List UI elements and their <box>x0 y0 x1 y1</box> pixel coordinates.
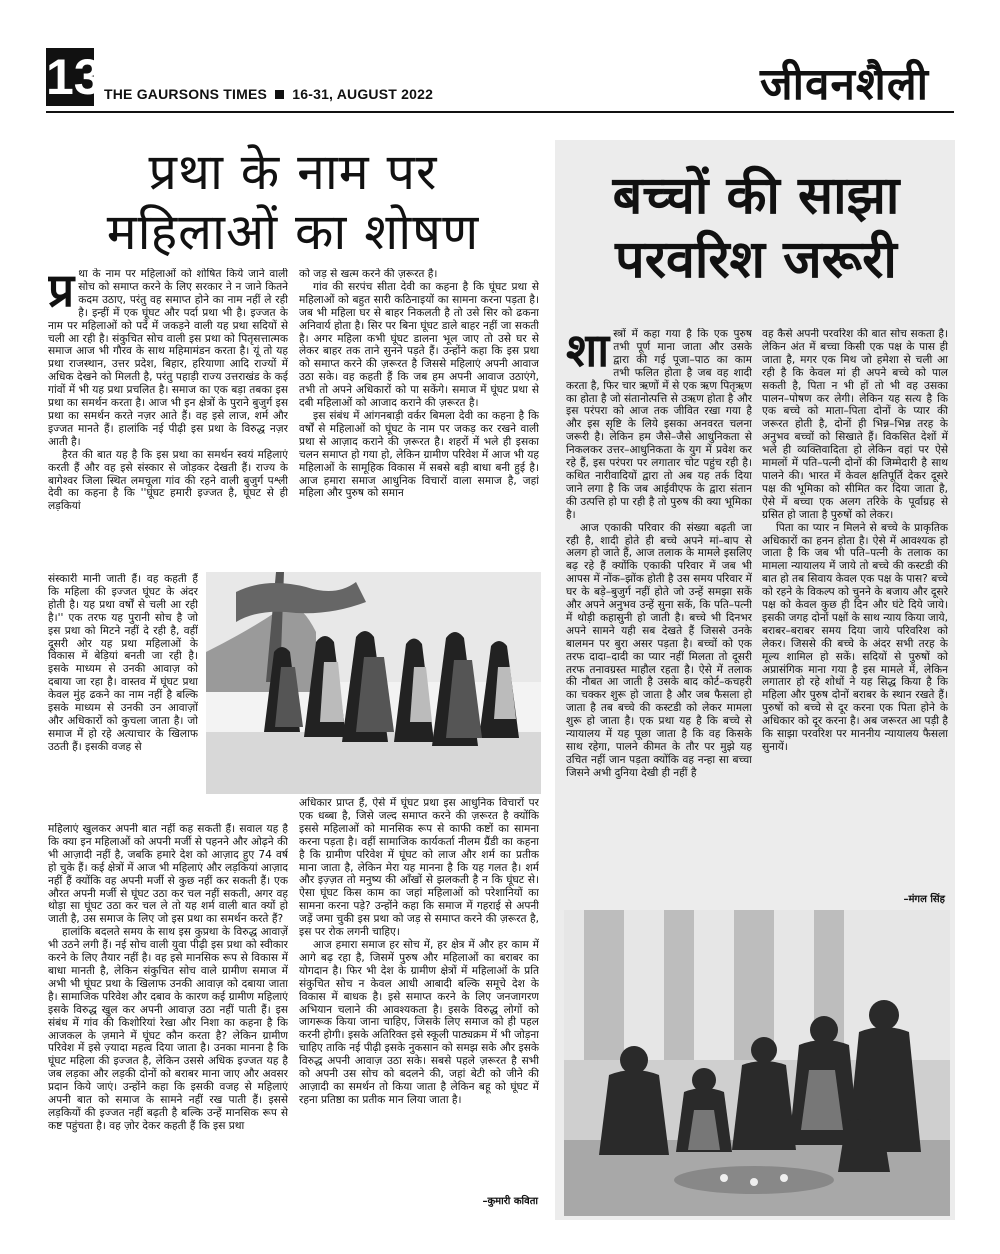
right-article-byline: –मंगल सिंह <box>903 894 945 905</box>
publication-name: THE GAURSONS TIMES <box>104 86 268 102</box>
left-article-byline: –कुमारी कविता <box>482 1196 538 1207</box>
headline-line-1: प्रथा के नाम पर <box>148 143 438 201</box>
paragraph: वह कैसे अपनी परवरिश की बात सोच सकता है। लेकिन अंत में बच्चा किसी एक पक्ष के पास ही जाता है, मगर एक मिथ जो हमेशा से चली आ रही है कि केवल मां ही अपने बच्चे को पाल सकती है, पिता न भी हों तो भी वह उसका पालन–पोषण कर लेगी। लेकिन यह सत्य है कि एक बच्चे को माता–पिता दोनों के प्यार की जरूरत होती है, दोनों ही भिन्न–भिन्न तरह के अनुभव बच्चों को सिखाते हैं। विकसित देशों में भले ही व्यक्तिवादिता हो लेकिन वहां पर ऐसे मामलों में पति–पत्नी दोनों की जिम्मेदारी है साथ पालने की। भारत में केवल क्षतिपूर्ति देकर दूसरे पक्ष की भूमिका को सीमित कर दिया जाता है, ऐसे में बच्चा एक अलग तरिके के पूर्वाग्रह से ग्रसित हो जाता है पुरुषों को लेकर। <box>762 328 948 521</box>
drop-cap: शा <box>566 328 610 377</box>
issue-date: 16-31, AUGUST 2022 <box>292 86 434 102</box>
paragraph: इस संबंध में आंगनबाड़ी वर्कर बिमला देवी का कहना है कि वर्षों से महिलाओं को घूंघट के नाम पर जकड़ कर रखने वाली प्रथा से आज़ाद कराने की ज़रूरत है। शहरों में भले ही इसका चलन समाप्त हो गया हो, लेकिन ग्रामीण परिवेश में आज भी यह महिलाओं के सामूहिक विकास में सबसे बड़ी बाधा बनी हुई है। आज हमारा समाज आधुनिक विचारों वाला समाज है, जहां महिला और पुरुष को समान <box>299 409 539 500</box>
section-title: जीवनशैली <box>760 59 930 110</box>
page-number: 13 <box>46 49 102 105</box>
masthead <box>104 86 433 102</box>
left-article-column-1 <box>48 268 288 573</box>
paragraph: आज एकाकी परिवार की संख्या बढ़ती जा रही है, शादी होते ही बच्चे अपने मां–बाप से अलग हो जाते हैं, आज तलाक के मामले इसलिए बढ़ रहे हैं क्योंकि एकाकी परिवार में जब भी आपस में नोंक–झोंक होती है उस समय परिवार में घर के बड़े–बुजुर्ग नहीं होते जो उन्हें समझा सकें और अपने अनुभव उन्हें सुना सकें, कि पति–पत्नी में थोड़ी कहासुनी हो जाती है। बच्चे भी दिनभर अपने सामने यही सब देखते हैं जिससे उनके बालमन पर बुरा असर पड़ता है। बच्चों को एक तरफ दादा–दादी का प्यार नहीं मिलता तो दूसरी तरफ तनावग्रस्त माहौल रहता है। ऐसे में तलाक की नौबत आ जाती है उसके बाद कोर्ट–कचहरी का चक्कर शुरू हो जाता है और जब फैसला हो जाता है तब बच्चे की कस्टडी को लेकर मामला शुरू हो जाता है। एक प्रथा यह है कि बच्चे से न्यायालय में यह पूछा जाता है कि वह किसके साथ रहेगा, पालने कीमत के तौर पर मुझे यह उचित नहीं जान पड़ता क्योंकि वह नन्हा सा बच्चा जिसने अभी दुनिया देखी ही नहीं है <box>566 521 752 779</box>
header-rule <box>46 111 954 113</box>
paragraph: स्त्रों में कहा गया है कि एक पुरुष तभी पूर्ण माना जाता और उसके द्वारा की गई पूजा–पाठ का काम तभी फलित होता है जब वह शादी करता है, फिर चार ऋणों में से एक ऋण पितृऋण का होता है जो संतानोत्पत्ति से उऋण होता है और इस परंपरा को आज तक जीवित रखा गया है और इस सृष्टि के लिये इसका अनवरत चलना जरूरी है। लेकिन हम जैसे–जैसे आधुनिकता से निकलकर उत्तर–आधुनिकता के युग में प्रवेश कर रहे हैं, इस परंपरा पर लगातार चोट पहुंच रही है। कथित नारीवादियों द्वारा तो अब यह तर्क दिया जाने लगा है कि जब आईवीएफ के द्वारा संतान की उत्पत्ति हो पा रही है तो पुरुष की क्या भूमिका है। <box>566 328 752 521</box>
left-article-headline <box>48 142 538 262</box>
headline-line-2: परवरिश जरूरी <box>615 229 897 290</box>
right-article-column-1 <box>566 328 752 898</box>
women-in-ghoonghat-photo <box>206 572 541 794</box>
drop-cap: प्र <box>48 268 75 317</box>
paragraph: संस्कारी मानी जाती हैं। वह कहती हैं कि महिला की इज्जत घूंघट के अंदर होती है। यह प्रथा वर्षों से चली आ रही है।'' एक तरफ यह पुरानी सोच है जो इस प्रथा को मिटने नहीं दे रही है, वहीं दूसरी ओर यह प्रथा महिलाओं के विकास में बेड़ियां बनती जा रही है। इसके माध्यम से उनकी आवाज़ को दबाया जा रहा है। वास्तव में घूंघट प्रथा केवल मुंह ढकने का नाम नहीं है बल्कि इसके माध्यम से उनकी उन आवाज़ों और अधिकारों को कुचला जाता है। जो समाज में हो रहे अत्याचार के खिलाफ उठती हैं। इसकी वजह से <box>48 573 198 753</box>
left-article-column-1-wrap <box>48 573 198 823</box>
paragraph: गांव की सरपंच सीता देवी का कहना है कि घूंघट प्रथा से महिलाओं को बहुत सारी कठिनाइयों का सामना करना पड़ता है। जब भी महिला घर से बाहर निकलती है तो उसे सिर को ढकना अनिवार्य होता है। सिर पर बिना घूंघट डाले बाहर नहीं जा सकती है। अगर महिला कभी घूंघट डालना भूल जाए तो उसे घर से लेकर बाहर तक ताने सुनने पड़ते हैं। उन्होंने कहा कि इस प्रथा को समाप्त करने की ज़रूरत है जिससे महिलाएं अपनी आवाज उठा सके। वह कहती हैं कि जब हम अपनी आवाज उठाएंगे, तभी तो अपने अधिकारों को पा सकेंगे। समाज में घूंघट प्रथा से दबी महिलाओं को आजाद कराने की ज़रूरत है। <box>299 280 539 410</box>
paragraph: अधिकार प्राप्त हैं, ऐसे में घूंघट प्रथा इस आधुनिक विचारों पर एक धब्बा है, जिसे जल्द समाप्त करने की ज़रूरत है क्योंकि इससे महिलाओं को मानसिक रूप से काफी कष्टों का सामना करना पड़ता है। वहीं सामाजिक कार्यकर्ता नीलम ग्रैंडी का कहना है कि ग्रामीण परिवेश में घूंघट को लाज और शर्म का प्रतीक माना जाता है, लेकिन मेरा यह मानना है कि यह गलत है। शर्म और इज़्ज़त तो मनुष्य की आँखों से झलकती है न कि घूंघट से। ऐसा घूंघट किस काम का जहां महिलाओं को परेशानियों का सामना करना पड़े? उन्होंने कहा कि समाज में गहराई से अपनी जड़ें जमा चुकी इस प्रथा को जड़ से समाप्त करने की ज़रूरत है, इस पर रोक लगनी चाहिए। <box>299 797 539 939</box>
paragraph: पिता का प्यार न मिलने से बच्चे के प्राकृतिक अधिकारों का हनन होता है। ऐसे में आवश्यक हो जाता है कि जब भी पति–पत्नी के तलाक का मामला न्यायालय में जाये तो बच्चे की कस्टडी की बात हो तब सिवाय केवल एक पक्ष के पास? बच्चे को रहने के विकल्प को चुनने के बजाय और दूसरे पक्ष को केवल कुछ ही दिन और घंटे दिये जाये। इसकी जगह दोनों पक्षों के साथ न्याय किया जाये, बराबर–बराबर समय दिया जाये परिवरिश को लेकर। जिससे की बच्चे के अंदर सभी तरह के मूल्य शामिल हो सकें। सदियों से पुरुषों को अप्रासंगिक माना गया है इस मामले में, लेकिन लगातार हो रहे शोधों ने यह सिद्ध किया है कि महिला और पुरुष दोनों बराबर के स्थान रखते हैं। पुरुषों को बच्चे से दूर करना एक पिता होने के अधिकार को दूर करना है। अब जरूरत आ पड़ी है कि साझा परवरिश पर माननीय न्यायालय फैसला सुनायें। <box>762 521 948 753</box>
left-article-bottom-column-2 <box>299 797 539 1187</box>
family-gathering-photo <box>564 910 950 1216</box>
paragraph: महिलाएं खुलकर अपनी बात नहीं कह सकती हैं। सवाल यह है कि क्या इन महिलाओं को अपनी मर्जी से पहनने और ओढ़ने की भी आज़ादी नहीं है, जबकि हमारे देश को आज़ाद हुए 74 वर्ष हो चुके हैं। कई क्षेत्रों में आज भी महिलाएं और लड़कियां आज़ाद नहीं हैं क्योंकि वह अपनी मर्जी से कुछ नहीं कर सकती हैं। एक औरत अपनी मर्जी से घूंघट उठा कर चल नहीं सकती, अगर वह थोड़ा सा घूंघट उठा कर चल ले तो यह शर्म वाली बात क्यों हो जाती है, उस समाज के लिए जो इस प्रथा का समर्थन करते हैं? <box>48 823 288 926</box>
paragraph: हालांकि बदलते समय के साथ इस कुप्रथा के विरुद्ध आवाज़ें भी उठने लगी हैं। नई सोच वाली युवा पीढ़ी इस प्रथा को स्वीकार करने के लिए तैयार नहीं है। वह इसे मानसिक रूप से विकास में बाधा मानती है, लेकिन संकुचित सोच वाले ग्रामीण समाज में अभी भी घूंघट प्रथा के खिलाफ उनकी आवाज़ को दबाया जाता है। सामाजिक परिवेश और दबाव के कारण कई ग्रामीण महिलाएं इसके विरुद्ध खुल कर अपनी आवाज़ उठा नहीं पाती हैं। इस संबंध में गांव की किशोरियां रेखा और निशा का कहना है कि आजकल के ज़माने में घूंघट कौन करता है? लेकिन ग्रामीण परिवेश में इसे ज़्यादा महत्व दिया जाता है। उनका मानना है कि घूंघट महिला की इज्जत है, लेकिन उससे अधिक इज्जत यह है जब लड़का और लड़की दोनों को बराबर माना जाए और अवसर प्रदान किये जाएं। उन्होंने कहा कि इसकी वजह से महिलाएं अपनी बात को समाज के सामने नहीं रख पाती हैं। इससे लड़कियों की इज्जत नहीं बढ़ती है बल्कि उन्हें मानसिक रूप से कष्ट पहुंचता है। वह ज़ोर देकर कहती हैं कि इस प्रथा <box>48 926 288 1132</box>
headline-line-2: महिलाओं का शोषण <box>106 203 480 261</box>
left-article-bottom-column-1 <box>48 823 288 1215</box>
paragraph: आज हमारा समाज हर सोच में, हर क्षेत्र में और हर काम में आगे बढ़ रहा है, जिसमें पुरुष और महिलाओं का बराबर का योगदान है। फिर भी देश के ग्रामीण क्षेत्रों में महिलाओं के प्रति संकुचित सोच न केवल आधी आबादी बल्कि समूचे देश के विकास में बाधक है। इसे समाप्त करने के लिए जनजागरण अभियान चलाने की आवश्यकता है। इसके विरुद्ध लोगों को जागरूक किया जाना चाहिए, जिसके लिए समाज को ही पहल करनी होगी। इसके अतिरिक्त इसे स्कूली पाठ्यक्रम में भी जोड़ना चाहिए ताकि नई पीढ़ी इसके नुकसान को समझ सके और इसके विरुद्ध अपनी आवाज़ उठा सके। सबसे पहले ज़रूरत है सभी को अपनी उस सोच को बदलने की, जहां बेटी को जीने की आज़ादी का समर्थन तो किया जाता है लेकिन बहू को घूंघट में रहना प्रतिष्ठा का प्रतीक मान लिया जाता है। <box>299 938 539 1106</box>
paragraph: को जड़ से खत्म करने की ज़रूरत है। <box>299 268 438 280</box>
paragraph: हैरत की बात यह है कि इस प्रथा का समर्थन स्वयं महिलाएं करती हैं और वह इसे संस्कार से जोड़कर देखती हैं। राज्य के बागेश्वर जिला स्थित लमचूला गांव की रहने वाली बुजुर्ग पश्ली देवी का कहना है कि ''घूंघट हमारी इज्जत है, घूंघट से ही लड़कियां <box>48 448 288 513</box>
right-article-column-2 <box>762 328 948 888</box>
right-article-headline <box>560 164 952 292</box>
headline-line-1: बच्चों की साझा <box>612 165 900 226</box>
paragraph: था के नाम पर महिलाओं को शोषित किये जाने वाली सोच को समाप्त करने के लिए सरकार ने न जाने कितने कदम उठाए, परंतु वह समाप्त होने का नाम नहीं ले रही है। इन्हीं में एक घूंघट और पर्दा प्रथा भी है। इज्जत के नाम पर महिलाओं को पर्दे में जकड़ने वाली यह प्रथा सदियों से चली आ रही है। संकुचित सोच वाली इस प्रथा को पितृसत्तात्मक समाज आज भी गौरव के साथ महिमामंडन करता है। यूं तो यह प्रथा राजस्थान, उत्तर प्रदेश, बिहार, हरियाणा आदि राज्यों में अधिक देखने को मिलती है, परंतु पहाड़ी राज्य उत्तराखंड के कई गांवों में भी यह प्रथा प्रचलित है। समाज का एक बड़ा तबका इस प्रथा का समर्थन करता है। आज भी इन क्षेत्रों के पुराने बुजुर्ग इस प्रथा का समर्थन करते नज़र आते हैं। वह इसे लाज, शर्म और इज्जत मानते हैं। हालांकि नई पीढ़ी इस प्रथा के विरुद्ध नज़र आती है। <box>48 268 288 448</box>
square-bullet-icon <box>275 90 284 99</box>
left-article-column-2 <box>299 268 539 568</box>
